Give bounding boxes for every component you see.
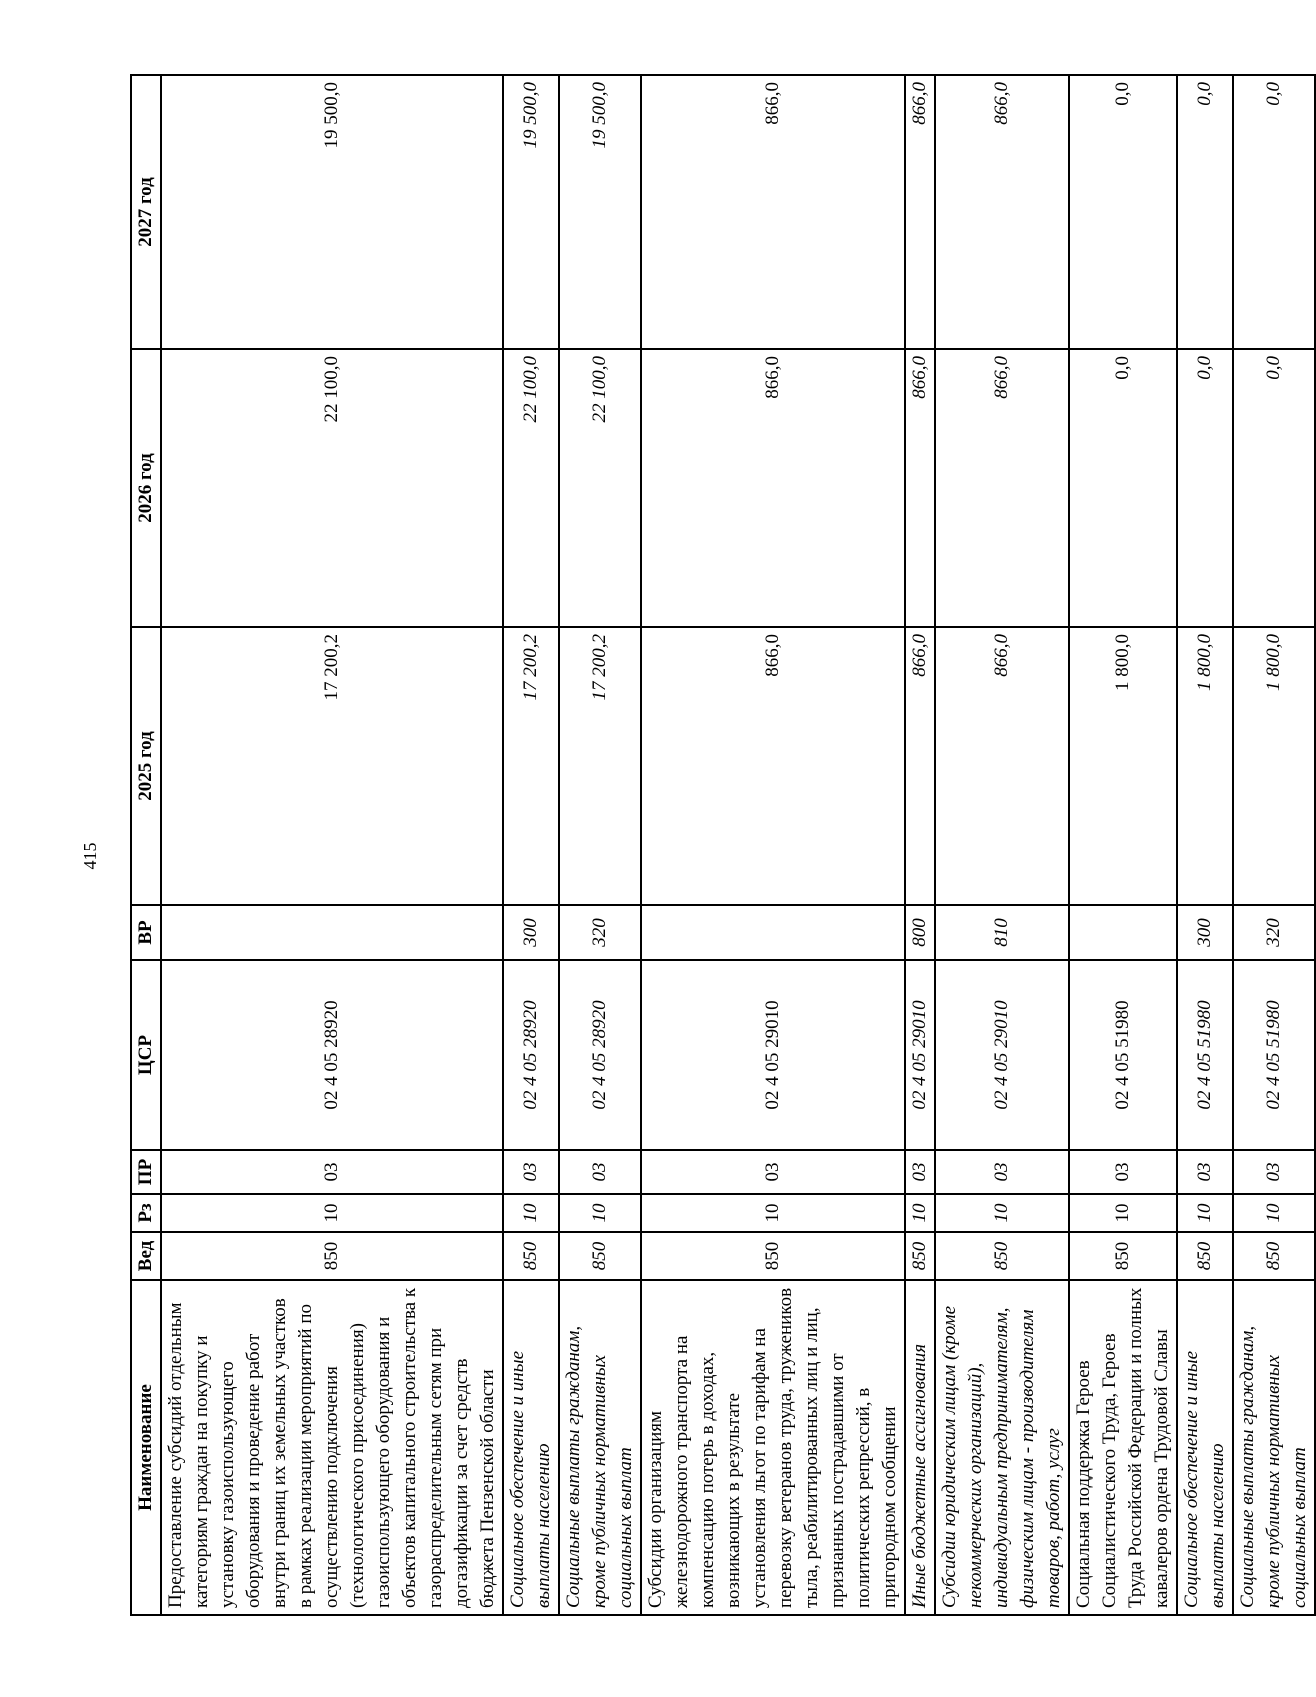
cell-2025: 17 200,2 — [559, 627, 641, 905]
cell-csr: 02 4 05 51980 — [1177, 960, 1233, 1150]
table-row — [161, 75, 503, 1615]
cell-name: Социальные выплаты гражданам, кроме публичных нормативных социальных выплат — [559, 1280, 641, 1615]
header-name: Наименование — [131, 1280, 161, 1615]
table-row — [935, 75, 1069, 1615]
cell-2025: 1 800,0 — [1177, 627, 1233, 905]
header-pr: ПР — [131, 1150, 161, 1194]
cell-ved: 850 — [559, 1232, 641, 1280]
cell-pr: 03 — [1177, 1150, 1233, 1194]
cell-name: Социальное обеспечение и иные выплаты населению — [503, 1280, 559, 1615]
cell-rz: 10 — [559, 1194, 641, 1232]
cell-csr: 02 4 05 29010 — [935, 960, 1069, 1150]
cell-2025: 866,0 — [905, 627, 935, 905]
cell-ved: 850 — [935, 1232, 1069, 1280]
cell-2026: 0,0 — [1069, 349, 1177, 627]
cell-2026: 0,0 — [1177, 349, 1233, 627]
cell-pr: 03 — [905, 1150, 935, 1194]
cell-2025: 866,0 — [641, 627, 905, 905]
cell-2027: 0,0 — [1177, 75, 1233, 349]
cell-rz: 10 — [935, 1194, 1069, 1232]
cell-2025: 17 200,2 — [161, 627, 503, 905]
cell-csr: 02 4 05 28920 — [161, 960, 503, 1150]
cell-vr: 800 — [905, 905, 935, 960]
cell-2027: 866,0 — [641, 75, 905, 349]
cell-vr — [641, 905, 905, 960]
cell-2026: 866,0 — [905, 349, 935, 627]
cell-csr: 02 4 05 51980 — [1069, 960, 1177, 1150]
cell-vr — [1069, 905, 1177, 960]
cell-2027: 19 500,0 — [161, 75, 503, 349]
cell-name: Социальное обеспечение и иные выплаты населению — [1177, 1280, 1233, 1615]
table-row — [503, 75, 559, 1615]
cell-2027: 866,0 — [905, 75, 935, 349]
cell-pr: 03 — [1233, 1150, 1315, 1194]
cell-ved: 850 — [641, 1232, 905, 1280]
header-2025: 2025 год — [131, 627, 161, 905]
cell-vr: 300 — [1177, 905, 1233, 960]
cell-2027: 866,0 — [935, 75, 1069, 349]
cell-rz: 10 — [1069, 1194, 1177, 1232]
cell-2026: 0,0 — [1233, 349, 1315, 627]
cell-pr: 03 — [935, 1150, 1069, 1194]
cell-csr: 02 4 05 51980 — [1233, 960, 1315, 1150]
header-ved: Вед — [131, 1232, 161, 1280]
cell-name: Субсидии организациям железнодорожного транспорта на компенсацию потерь в доходах, возникающих в результате установления льгот по тарифам на перевозку ветеранов труда, тружеников тыла, реабилитированных лиц и лиц, признанных пострадавшими от политических репрессий, в пригородном сообщении — [641, 1280, 905, 1615]
cell-rz: 10 — [905, 1194, 935, 1232]
table-row — [1233, 75, 1315, 1615]
cell-2025: 1 800,0 — [1233, 627, 1315, 905]
cell-vr: 320 — [1233, 905, 1315, 960]
cell-ved: 850 — [1069, 1232, 1177, 1280]
table-row — [559, 75, 641, 1615]
rotated-table-container — [130, 76, 1310, 1616]
cell-rz: 10 — [1177, 1194, 1233, 1232]
header-vr: ВР — [131, 905, 161, 960]
cell-pr: 03 — [559, 1150, 641, 1194]
cell-ved: 850 — [1233, 1232, 1315, 1280]
cell-vr: 320 — [559, 905, 641, 960]
cell-ved: 850 — [161, 1232, 503, 1280]
cell-csr: 02 4 05 29010 — [905, 960, 935, 1150]
header-2027: 2027 год — [131, 75, 161, 349]
cell-2026: 866,0 — [935, 349, 1069, 627]
cell-rz: 10 — [641, 1194, 905, 1232]
cell-vr: 300 — [503, 905, 559, 960]
cell-pr: 03 — [503, 1150, 559, 1194]
cell-ved: 850 — [905, 1232, 935, 1280]
cell-2026: 22 100,0 — [559, 349, 641, 627]
cell-2025: 1 800,0 — [1069, 627, 1177, 905]
header-csr: ЦСР — [131, 960, 161, 1150]
header-row — [131, 75, 161, 1615]
cell-csr: 02 4 05 28920 — [559, 960, 641, 1150]
cell-2025: 866,0 — [935, 627, 1069, 905]
cell-rz: 10 — [161, 1194, 503, 1232]
header-2026: 2026 год — [131, 349, 161, 627]
cell-pr: 03 — [1069, 1150, 1177, 1194]
cell-vr: 810 — [935, 905, 1069, 960]
cell-name: Предоставление субсидий отдельным категориям граждан на покупку и установку газоиспользующего оборудования и проведение работ внутри границ их земельных участков в рамках реализации мероприятий по осуществлению подключения (технологического присоединения) газоиспользующего оборудования и объектов капитального строительства к газораспределительным сетям при догазификации за счет средств бюджета Пензенской области — [161, 1280, 503, 1615]
cell-rz: 10 — [1233, 1194, 1315, 1232]
table-row — [1069, 75, 1177, 1615]
cell-2026: 22 100,0 — [161, 349, 503, 627]
cell-pr: 03 — [161, 1150, 503, 1194]
cell-pr: 03 — [641, 1150, 905, 1194]
cell-2027: 0,0 — [1069, 75, 1177, 349]
cell-name: Социальные выплаты гражданам, кроме публичных нормативных социальных выплат — [1233, 1280, 1315, 1615]
budget-table — [130, 74, 1316, 1616]
cell-2026: 22 100,0 — [503, 349, 559, 627]
cell-csr: 02 4 05 28920 — [503, 960, 559, 1150]
table-row — [1177, 75, 1233, 1615]
cell-ved: 850 — [1177, 1232, 1233, 1280]
cell-name: Субсидии юридическим лицам (кроме некоммерческих организаций), индивидуальным предпринимателям, физическим лицам - производителям товаров, работ, услуг — [935, 1280, 1069, 1615]
header-rz: Рз — [131, 1194, 161, 1232]
cell-name: Иные бюджетные ассигнования — [905, 1280, 935, 1615]
cell-2027: 0,0 — [1233, 75, 1315, 349]
cell-vr — [161, 905, 503, 960]
cell-2027: 19 500,0 — [559, 75, 641, 349]
cell-2025: 17 200,2 — [503, 627, 559, 905]
cell-2026: 866,0 — [641, 349, 905, 627]
table-row — [905, 75, 935, 1615]
cell-ved: 850 — [503, 1232, 559, 1280]
page-number: 415 — [80, 842, 100, 870]
table-row — [641, 75, 905, 1615]
cell-rz: 10 — [503, 1194, 559, 1232]
cell-csr: 02 4 05 29010 — [641, 960, 905, 1150]
cell-2027: 19 500,0 — [503, 75, 559, 349]
cell-name: Социальная поддержка Героев Социалистического Труда, Героев Труда Российской Федерации и полных кавалеров ордена Трудовой Славы — [1069, 1280, 1177, 1615]
